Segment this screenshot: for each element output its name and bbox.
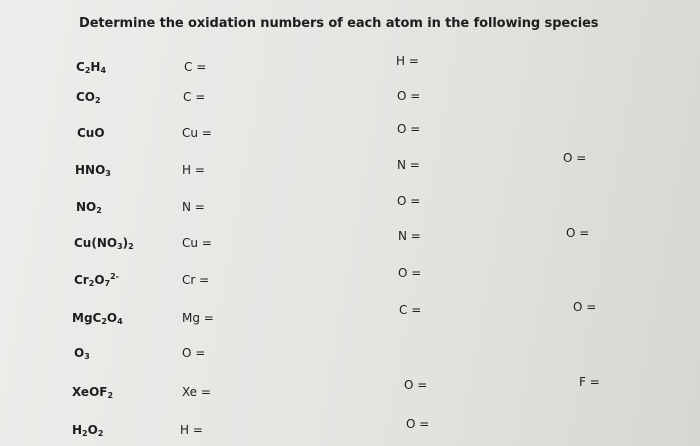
oxidation-number-blank: Cr = [182,273,210,287]
species-formula: $Cr_2O_7^{2-}$ [74,272,119,288]
species-formula: $C_2H_4$ [76,60,107,75]
species-formula: $CO_2$ [76,90,101,105]
oxidation-number-blank: Cu = [182,126,212,140]
species-formula: $NO_2$ [76,200,102,215]
oxidation-number-blank: Xe = [182,385,211,399]
species-formula: $O_3$ [74,346,90,361]
oxidation-number-blank: O = [573,300,597,314]
oxidation-number-blank: H = [396,54,419,68]
oxidation-number-blank: F = [579,375,600,389]
species-formula: $Cu(NO_3)_2$ [74,236,134,251]
oxidation-number-blank: Cu = [182,236,212,250]
oxidation-number-blank: C = [399,303,422,317]
oxidation-number-blank: N = [182,200,205,214]
oxidation-number-blank: O = [404,378,428,392]
oxidation-number-blank: Mg = [182,311,214,325]
species-formula: $MgC_2O_4$ [72,311,123,326]
species-formula: $HNO_3$ [75,163,111,178]
species-formula: $H_2O_2$ [72,423,104,438]
oxidation-number-blank: H = [182,163,205,177]
oxidation-number-blank: O = [398,266,422,280]
oxidation-number-blank: N = [397,158,420,172]
oxidation-number-blank: O = [563,151,587,165]
oxidation-number-blank: C = [183,90,206,104]
worksheet-title: Determine the oxidation numbers of each atom in the following species [79,16,599,31]
oxidation-number-blank: O = [182,346,206,360]
oxidation-number-blank: C = [184,60,207,74]
oxidation-number-blank: N = [398,229,421,243]
species-formula: XeOF$_2$ [72,385,114,400]
oxidation-number-blank: O = [397,89,421,103]
oxidation-number-blank: O = [566,226,590,240]
species-formula: CuO [77,126,105,140]
oxidation-number-blank: H = [180,423,203,437]
oxidation-number-blank: O = [397,194,421,208]
oxidation-number-blank: O = [397,122,421,136]
oxidation-number-blank: O = [406,417,430,431]
